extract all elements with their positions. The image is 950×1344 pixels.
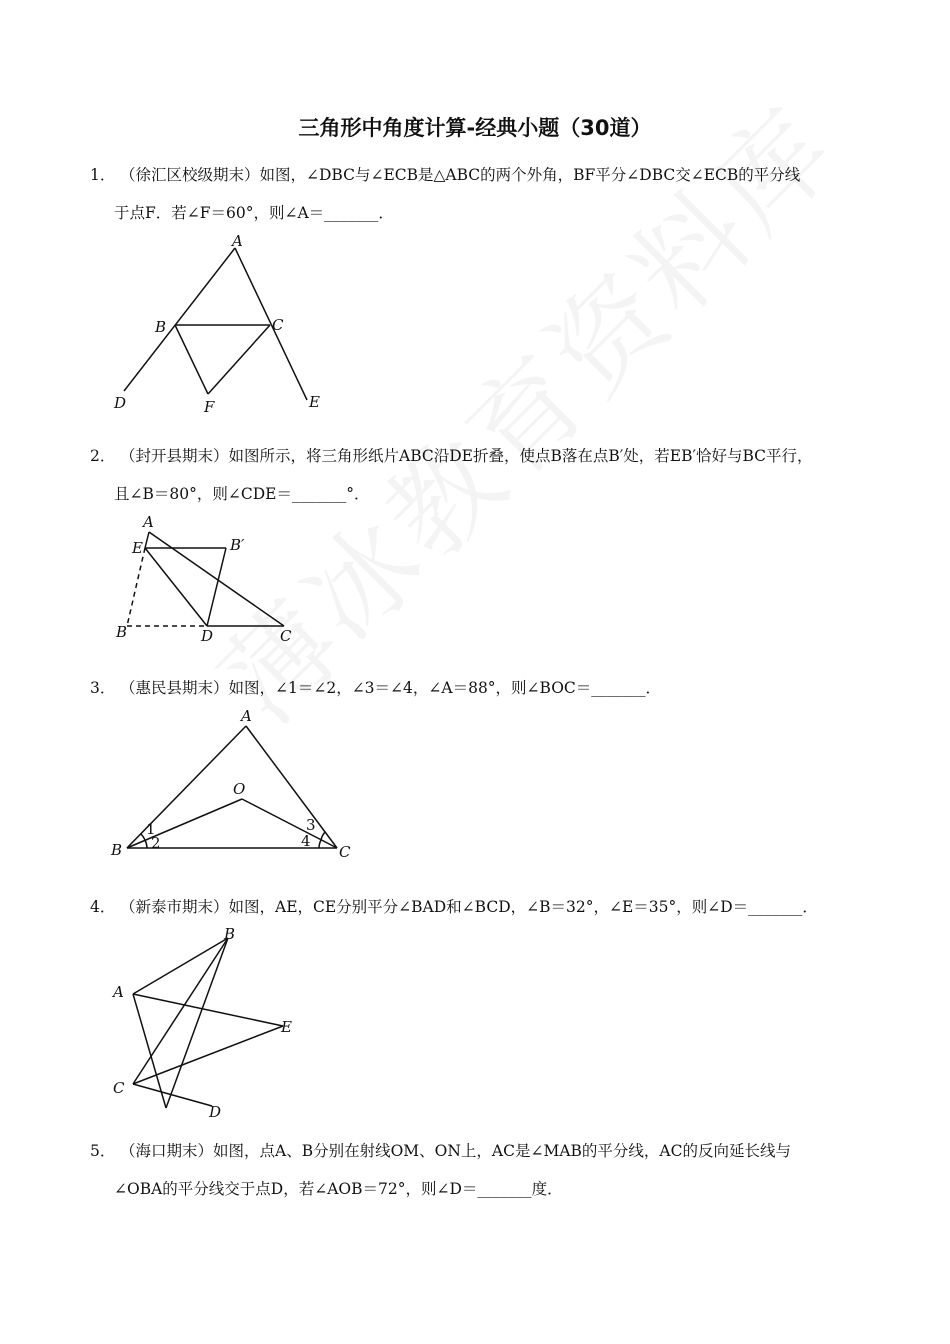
label-D: D: [114, 394, 127, 412]
label-B: B: [155, 318, 167, 336]
line-B1-D: [207, 548, 226, 626]
figure-1: [100, 228, 340, 418]
line-A-E: [145, 532, 149, 548]
line-A-D: [133, 994, 166, 1108]
question-text: （新泰市期末）如图，AE，CE分别平分∠BAD和∠BCD，∠B＝32°，∠E＝35°，则∠D＝_______．: [120, 898, 818, 916]
label-angle-3: 3: [306, 816, 316, 834]
figure-2: [110, 510, 310, 650]
question-text-cont: ∠OBA的平分线交于点D，若∠AOB＝72°，则∠D＝_______度．: [114, 1180, 563, 1198]
line-A-D: [124, 248, 235, 391]
question-text-cont: 且∠B＝80°，则∠CDE＝_______°．: [114, 485, 370, 503]
question-1: [90, 156, 870, 232]
question-number: 2．: [90, 447, 116, 465]
line-C-E: [133, 1026, 283, 1084]
label-O: O: [233, 780, 246, 798]
label-E: E: [132, 539, 143, 557]
question-text: （封开县期末）如图所示，将三角形纸片ABC沿DE折叠，使点B落在点B′处，若EB′恰好与BC平行，: [120, 447, 813, 465]
question-text: （徐汇区校级期末）如图，∠DBC与∠ECB是△ABC的两个外角，BF平分∠DBC交∠ECB的平分线: [120, 166, 801, 184]
label-F: F: [204, 398, 215, 416]
line-E-D: [145, 548, 207, 626]
line-A-E: [235, 248, 307, 400]
angle-4-arc: [319, 840, 321, 848]
label-B: B: [224, 925, 236, 943]
question-4: [90, 888, 870, 926]
label-A: A: [113, 983, 124, 1001]
label-A: A: [241, 707, 252, 725]
label-angle-1: 1: [146, 820, 156, 838]
question-number: 1．: [90, 166, 116, 184]
question-2: [90, 437, 870, 513]
question-number: 4．: [90, 898, 116, 916]
label-A: A: [143, 513, 154, 531]
line-A-C: [246, 726, 337, 848]
question-text-cont: 于点F．若∠F＝60°，则∠A＝_______．: [114, 204, 394, 222]
angle-1-arc: [141, 834, 145, 840]
line-C-F: [208, 325, 270, 394]
label-C: C: [113, 1079, 125, 1097]
question-number: 5．: [90, 1142, 116, 1160]
label-A: A: [232, 232, 243, 250]
line-E-B-dashed: [127, 548, 145, 626]
angle-2-arc: [145, 840, 147, 848]
label-C: C: [272, 316, 284, 334]
line-A-E: [133, 994, 283, 1026]
question-text: （惠民县期末）如图，∠1＝∠2，∠3＝∠4，∠A＝88°，则∠BOC＝_______．: [120, 679, 662, 697]
label-E: E: [309, 393, 320, 411]
label-B: B: [116, 623, 128, 641]
line-C-D: [133, 1084, 212, 1106]
label-angle-2: 2: [151, 834, 161, 852]
question-text: （海口期末）如图，点A、B分别在射线OM、ON上，AC是∠MAB的平分线，AC的反向延长线与: [120, 1142, 791, 1160]
label-E: E: [281, 1018, 292, 1036]
label-angle-4: 4: [301, 832, 311, 850]
label-B: B: [111, 841, 123, 859]
label-B-prime: B′: [230, 536, 245, 554]
line-B-F: [175, 325, 208, 394]
line-A-B: [133, 938, 228, 994]
label-C: C: [280, 627, 292, 645]
line-O-C: [242, 799, 337, 848]
line-B-D: [166, 938, 228, 1108]
figure-3: [105, 702, 365, 864]
label-C: C: [339, 843, 351, 861]
line-A-B: [127, 726, 246, 848]
label-D: D: [201, 627, 214, 645]
angle-3-arc: [321, 832, 325, 840]
label-D: D: [209, 1103, 222, 1121]
question-5: [90, 1132, 870, 1208]
question-number: 3．: [90, 679, 116, 697]
figure-4: [105, 922, 305, 1122]
page-title: 三角形中角度计算-经典小题（30道）: [298, 116, 652, 140]
line-B-O: [127, 799, 242, 848]
